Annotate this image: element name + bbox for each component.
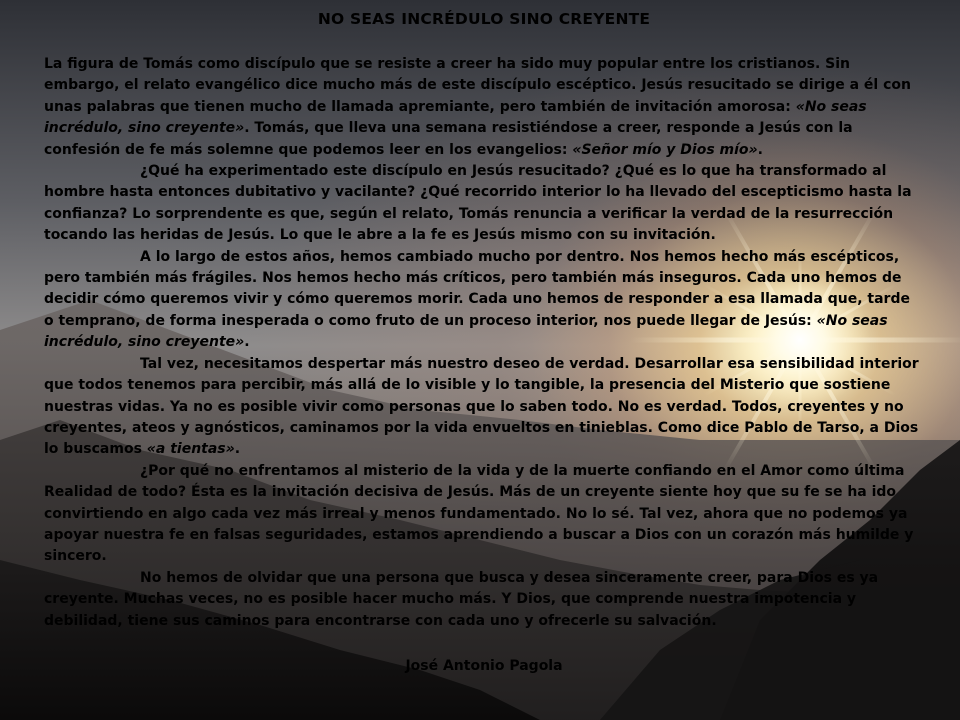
quote-senor-mio: «Señor mío y Dios mío» [572,141,758,158]
quote-no-seas-incredulo-2: «No seas incrédulo, sino creyente» [44,312,888,351]
paragraph-6: No hemos de olvidar que una persona que busca y desea sinceramente creer, para Dios es ya creyente. Muchas veces, no es posible hacer mucho más. Y Dios, que comprende nuestra impotencia y debilidad, tiene sus caminos para encontrarse con cada uno y ofrecerle su salvación. [44,569,879,629]
paragraph-1-text-b: . Tomás, que lleva una semana resistiéndose a creer, responde a Jesús con la confesión de fe más solemne que podemos leer en los evangelios: [44,120,853,158]
quote-no-seas-incredulo: «No seas incrédulo, sino creyente» [44,98,867,137]
paragraph-4-text: Tal vez, necesitamos despertar más nuestro deseo de verdad. Desarrollar esa sensibilidad interior que todos tenemos para percibir, más allá de lo visible y lo tangible, la presencia del Misterio que sostiene nuestras vidas. Ya no es posible vivir como personas que lo saben todo. No es verdad. Todos, creyentes y no creyentes, ateos y agnósticos, caminamos por la vida envueltos en tinieblas. Como dice Pablo de Tarso, a Dios lo buscamos [44,355,919,458]
paragraph-1-text-c: . [757,141,763,158]
paragraph-1 [44,54,924,161]
page-title: NO SEAS INCRÉDULO SINO CREYENTE [317,10,651,28]
quote-a-tientas: «a tientas» [146,441,235,458]
paragraph-3 [44,247,924,354]
paragraph-1-text-a: La figura de Tomás como discípulo que se resiste a creer ha sido muy popular entre los cristianos. Sin embargo, el relato evangélico dice mucho más de este discípulo escéptico. Jesús resucitado se dirige a él con unas palabras que tienen mucho de llamada apremiante, pero también de invitación amorosa: [44,56,911,115]
paragraph-4 [44,354,924,461]
author-name: José Antonio Pagola [405,657,563,674]
paragraph-4-end: . [234,441,241,458]
paragraph-3-end: . [244,334,250,351]
paragraph-2: ¿Qué ha experimentado este discípulo en Jesús resucitado? ¿Qué es lo que ha transformado al hombre hasta entonces dubitativo y vacilante? ¿Qué recorrido interior lo ha llevado del escepticismo hasta la confianza? Lo sorprendente es que, según el relato, Tomás renuncia a verificar la verdad de la resurrección tocando las heridas de Jesús. Lo que le abre a la fe es Jesús mismo con su invitación. [44,163,912,244]
paragraph-3-text: A lo largo de estos años, hemos cambiado mucho por dentro. Nos hemos hecho más escépticos, pero también más frágiles. Nos hemos hecho más críticos, pero también más inseguros. Cada uno hemos de decidir cómo queremos vivir y cómo queremos morir. Cada uno hemos de responder a esa llamada que, tarde o temprano, de forma inesperada o como fruto de un proceso interior, nos puede llegar de Jesús: [44,248,910,329]
document-content [44,8,924,676]
paragraph-5: ¿Por qué no enfrentamos al misterio de la vida y de la muerte confiando en el Amor como última Realidad de todo? Ésta es la invitación decisiva de Jesús. Más de un creyente siente hoy que su fe se ha ido convirtiendo en algo cada vez más irreal y menos fundamentado. No lo sé. Tal vez, ahora que no podemos ya apoyar nuestra fe en falsas seguridades, estamos aprendiendo a buscar a Dios con un corazón más humilde y sincero. [44,462,914,565]
